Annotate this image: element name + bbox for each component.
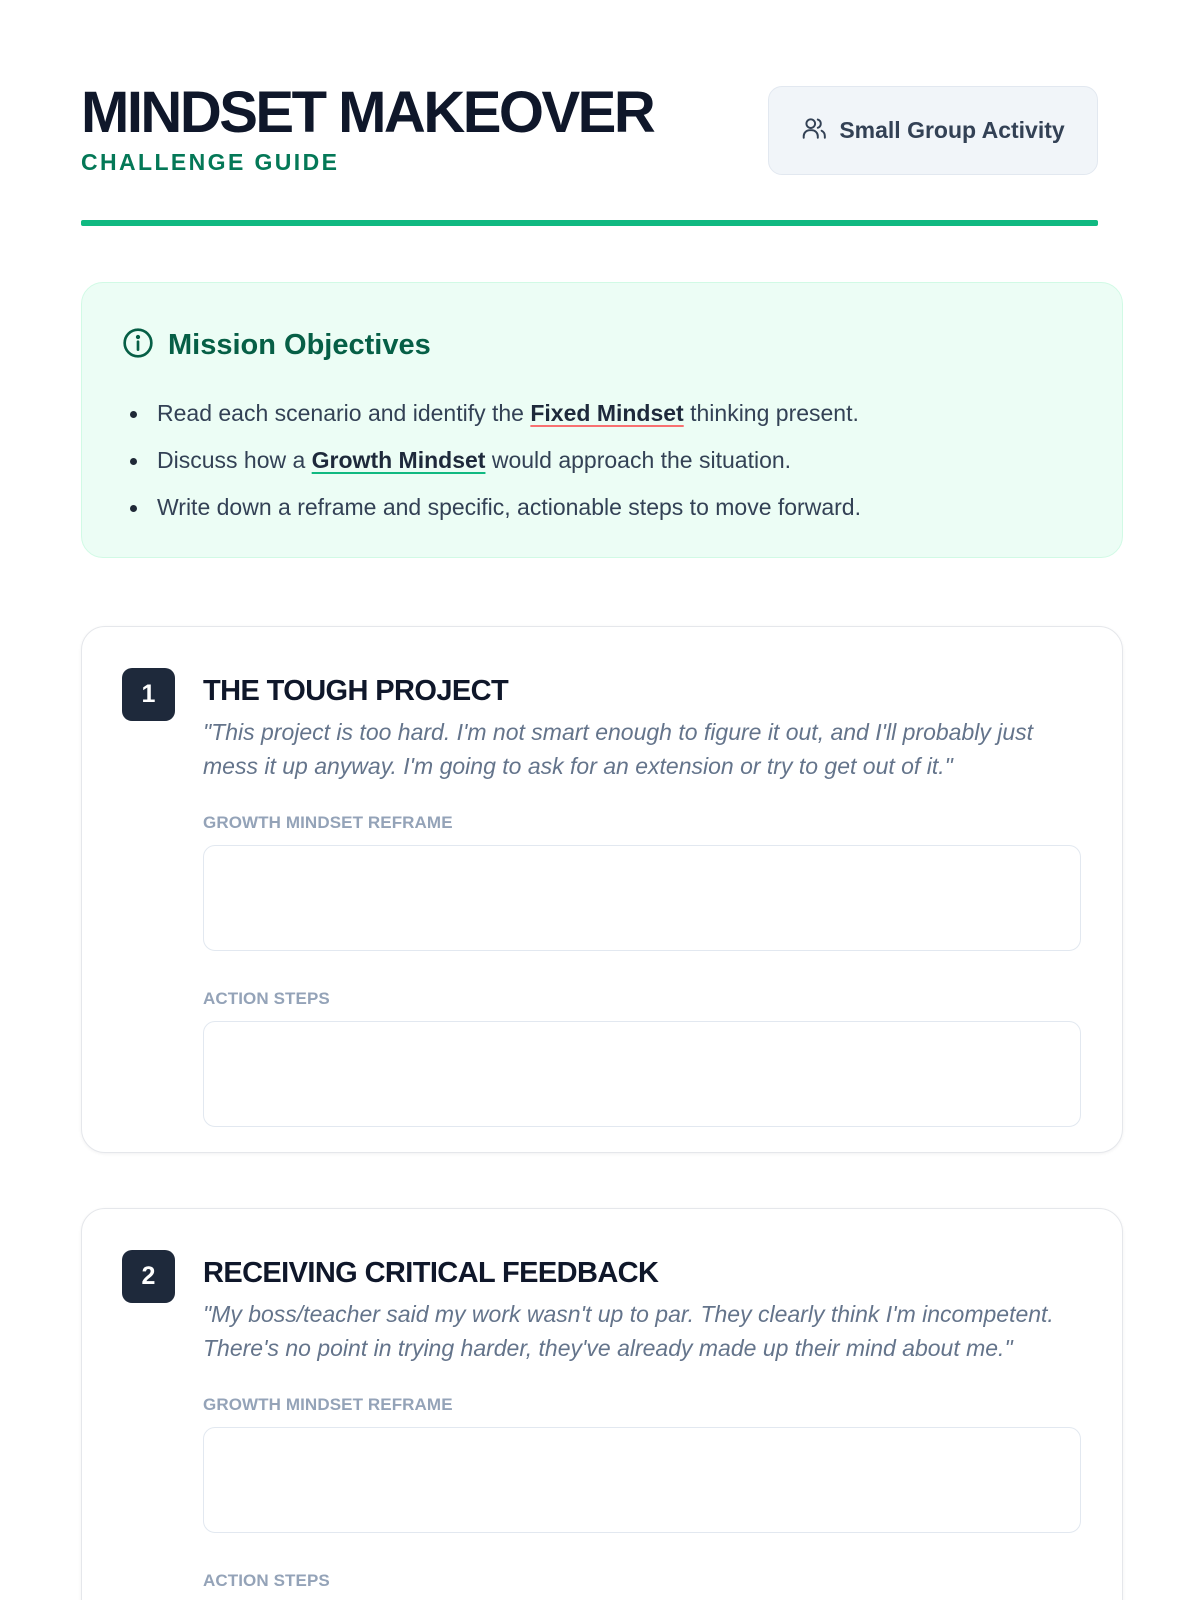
scenario-number: 1 xyxy=(122,668,175,721)
objective-text: Write down a reframe and specific, actionable steps to move forward. xyxy=(157,494,861,520)
action-steps-label: ACTION STEPS xyxy=(203,1571,330,1590)
objective-text: thinking present. xyxy=(683,400,859,426)
info-icon xyxy=(122,327,154,364)
header-divider xyxy=(81,220,1098,226)
activity-badge xyxy=(768,86,1098,175)
objectives-heading xyxy=(122,327,1082,364)
reframe-label: GROWTH MINDSET REFRAME xyxy=(203,1395,453,1414)
growth-mindset-keyword: Growth Mindset xyxy=(311,447,486,473)
reframe-input[interactable] xyxy=(203,845,1081,951)
scenario-number: 2 xyxy=(122,1250,175,1303)
page-subtitle: CHALLENGE GUIDE xyxy=(81,149,340,175)
scenario-quote: "My boss/teacher said my work wasn't up to par. They clearly think I'm incompetent. There's no point in trying harder, they've already made up their mind about me." xyxy=(203,1301,1054,1361)
page-title: MINDSET MAKEOVER xyxy=(81,80,654,145)
action-steps-label: ACTION STEPS xyxy=(203,989,330,1008)
objective-text: Discuss how a xyxy=(157,447,312,473)
objective-item xyxy=(122,437,1082,484)
scenario-body xyxy=(203,1253,1081,1600)
action-steps-input[interactable] xyxy=(203,1021,1081,1127)
users-icon xyxy=(801,115,827,147)
objectives-list xyxy=(122,390,1082,531)
reframe-label: GROWTH MINDSET REFRAME xyxy=(203,813,453,832)
activity-badge-label: Small Group Activity xyxy=(839,117,1065,143)
scenario-title: THE TOUGH PROJECT xyxy=(203,675,509,707)
scenario-title: RECEIVING CRITICAL FEEDBACK xyxy=(203,1257,659,1289)
objective-text: would approach the situation. xyxy=(485,447,792,473)
objective-item xyxy=(122,484,1082,531)
scenario-card-2 xyxy=(81,1208,1123,1600)
objective-item xyxy=(122,390,1082,437)
scenario-quote: "This project is too hard. I'm not smart enough to figure it out, and I'll probably just mess it up anyway. I'm going to ask for an extension or try to get out of it." xyxy=(203,719,1034,779)
objective-text: Read each scenario and identify the xyxy=(157,400,531,426)
reframe-input[interactable] xyxy=(203,1427,1081,1533)
page-header xyxy=(81,0,1098,227)
fixed-mindset-keyword: Fixed Mindset xyxy=(530,400,684,426)
scenario-card-1 xyxy=(81,626,1123,1153)
mission-objectives-panel xyxy=(81,282,1123,558)
scenario-body xyxy=(203,671,1081,1127)
objectives-title: Mission Objectives xyxy=(168,329,431,361)
